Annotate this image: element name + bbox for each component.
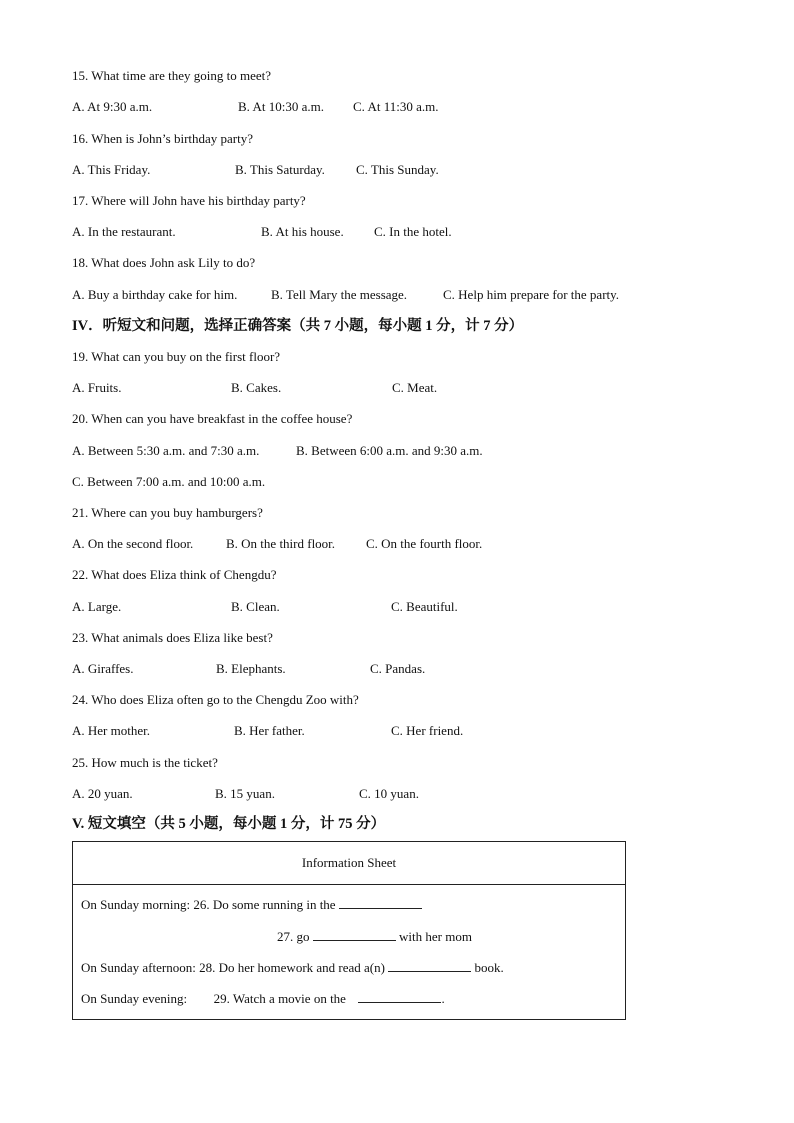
question-20: 20. When can you have breakfast in the coffee house? xyxy=(72,411,353,426)
information-sheet-header xyxy=(73,842,625,885)
option-b[interactable]: B. Between 6:00 a.m. and 9:30 a.m. xyxy=(296,443,483,458)
option-a[interactable]: A. At 9:30 a.m. xyxy=(72,99,153,114)
option-b[interactable]: B. At 10:30 a.m. xyxy=(238,99,324,114)
option-a[interactable]: A. Giraffes. xyxy=(72,661,134,676)
info-row-evening-text-b: . xyxy=(441,991,445,1006)
information-sheet-title: Information Sheet xyxy=(301,855,397,870)
question-22: 22. What does Eliza think of Chengdu? xyxy=(72,567,277,582)
option-c[interactable]: C. Pandas. xyxy=(370,661,426,676)
answer-blank-27[interactable] xyxy=(313,928,396,941)
option-b[interactable]: B. Elephants. xyxy=(216,661,286,676)
section-4-heading: IV．听短文和问题，选择正确答案（共 7 小题，每小题 1 分，计 7 分） xyxy=(72,318,524,334)
question-20-option-c[interactable]: C. Between 7:00 a.m. and 10:00 a.m. xyxy=(72,474,266,489)
option-b[interactable]: B. At his house. xyxy=(261,224,344,239)
question-25: 25. How much is the ticket? xyxy=(72,755,218,770)
option-b[interactable]: B. This Saturday. xyxy=(235,162,325,177)
information-sheet-table xyxy=(72,841,626,1020)
option-b[interactable]: B. On the third floor. xyxy=(226,536,336,551)
option-a[interactable]: A. Large. xyxy=(72,599,122,614)
option-a[interactable]: A. Between 5:30 a.m. and 7:30 a.m. xyxy=(72,443,260,458)
option-a[interactable]: A. In the restaurant. xyxy=(72,224,176,239)
option-c[interactable]: C. Help him prepare for the party. xyxy=(443,287,620,302)
option-b[interactable]: B. Her father. xyxy=(234,723,305,738)
info-row-afternoon-label: On Sunday afternoon: xyxy=(81,960,196,975)
info-row-afternoon-text-b: book. xyxy=(474,960,504,975)
option-c[interactable]: C. In the hotel. xyxy=(374,224,452,239)
option-a[interactable]: A. 20 yuan. xyxy=(72,786,133,801)
option-a[interactable]: A. Her mother. xyxy=(72,723,150,738)
info-row-afternoon xyxy=(81,959,504,976)
option-b[interactable]: B. Cakes. xyxy=(231,380,282,395)
question-16: 16. When is John’s birthday party? xyxy=(72,131,254,146)
info-row-evening-label: On Sunday evening: xyxy=(81,991,188,1006)
option-c[interactable]: C. 10 yuan. xyxy=(359,786,419,801)
option-a[interactable]: A. Buy a birthday cake for him. xyxy=(72,287,238,302)
info-row-morning-2-text-a: 27. go xyxy=(277,929,310,944)
info-row-evening-text-a: 29. Watch a movie on the xyxy=(213,991,346,1006)
question-18: 18. What does John ask Lily to do? xyxy=(72,255,256,270)
info-row-morning xyxy=(81,896,422,913)
answer-blank-29[interactable] xyxy=(358,990,441,1003)
option-a[interactable]: A. On the second floor. xyxy=(72,536,194,551)
option-c[interactable]: C. On the fourth floor. xyxy=(366,536,483,551)
option-a[interactable]: A. This Friday. xyxy=(72,162,151,177)
answer-blank-28[interactable] xyxy=(388,959,471,972)
info-row-morning-2 xyxy=(277,928,472,945)
info-row-morning-label: On Sunday morning: xyxy=(81,897,191,912)
question-19: 19. What can you buy on the first floor? xyxy=(72,349,281,364)
option-a[interactable]: A. Fruits. xyxy=(72,380,122,395)
option-b[interactable]: B. Tell Mary the message. xyxy=(271,287,408,302)
option-b[interactable]: B. Clean. xyxy=(231,599,280,614)
question-23: 23. What animals does Eliza like best? xyxy=(72,630,273,645)
info-row-afternoon-text-a: 28. Do her homework and read a(n) xyxy=(199,960,385,975)
question-21: 21. Where can you buy hamburgers? xyxy=(72,505,263,520)
section-5-heading: V. 短文填空（共 5 小题，每小题 1 分，计 75 分） xyxy=(72,816,386,832)
option-c[interactable]: C. Her friend. xyxy=(391,723,464,738)
option-c[interactable]: C. At 11:30 a.m. xyxy=(353,99,439,114)
question-24: 24. Who does Eliza often go to the Chengdu Zoo with? xyxy=(72,692,359,707)
info-row-morning-2-text-b: with her mom xyxy=(399,929,472,944)
answer-blank-26[interactable] xyxy=(339,896,422,909)
info-row-morning-text: 26. Do some running in the xyxy=(193,897,336,912)
option-c[interactable]: C. This Sunday. xyxy=(356,162,439,177)
option-c[interactable]: C. Beautiful. xyxy=(391,599,458,614)
option-b[interactable]: B. 15 yuan. xyxy=(215,786,275,801)
option-c[interactable]: C. Meat. xyxy=(392,380,438,395)
info-row-evening xyxy=(81,990,445,1007)
question-15: 15. What time are they going to meet? xyxy=(72,68,272,83)
question-17: 17. Where will John have his birthday party? xyxy=(72,193,306,208)
